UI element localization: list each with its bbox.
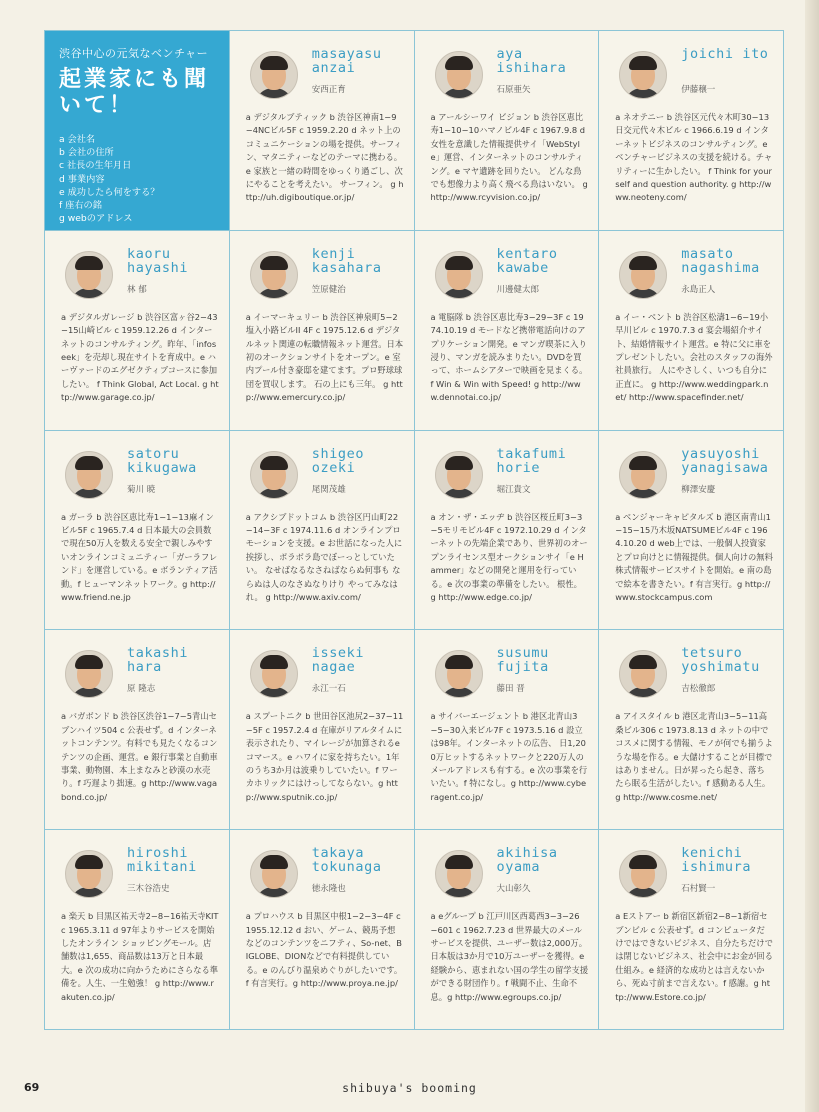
person-bio: a 電脳隊 b 渋谷区恵比寿3−29−3F c 1974.10.19 d モードなど携帯電話向けのアプリケーション開発。e マンガ喫茶に入り浸り、マンガを読みまりたい。DVDを買って、ホームシアターで映画を見まくる。f Win & Win with Speed! g http://www.dennotai.co.jp/ [430, 311, 588, 403]
person-bio: a イーマーキュリー b 渋谷区神泉町5−2塩入小路ビルII 4F c 1975.12.6 d デジタルネット関連の転職情報ネット運営。日本初のオークションサイトをオープン。e 室内プール付き豪邸を建てます。プロ野球球団を買収します。 石の上にも三年。 g http://www.emercury.co.jp/ [245, 311, 404, 403]
portrait-hair [445, 256, 473, 270]
person-name: kentaro kawabe [496, 245, 558, 276]
intro-panel [45, 31, 230, 231]
profile-card [415, 431, 600, 631]
person-kanji-name: 永江一石 [311, 684, 346, 695]
portrait-hair [629, 655, 657, 669]
portrait-hair [629, 56, 657, 70]
portrait-hair [445, 56, 473, 70]
portrait-photo [65, 451, 113, 499]
portrait-hair [445, 855, 473, 869]
portrait-photo [250, 850, 298, 898]
portrait-photo [65, 650, 113, 698]
legend-item: e 成功したら何をする？ [59, 186, 160, 198]
person-bio: a スプートニク b 世田谷区池尻2−37−11−5F c 1957.2.4 d 在庫がリアルタイムに表示されたり、マイレージが加算されるeコマース。e ハワイに家を持ちたい。1年のうち3か月は波乗りしていたい。f ワーカホリックにはけっしてならない。g http://www.sputnik.co.jp/ [245, 711, 404, 802]
portrait-hair [629, 456, 657, 470]
portrait-body [255, 687, 293, 698]
person-name: takashi hara [127, 645, 189, 676]
portrait-photo [65, 251, 113, 299]
portrait-photo [435, 251, 483, 299]
person-name: joichi ito [681, 46, 769, 62]
person-name: tetsuro yoshimatu [681, 645, 760, 676]
person-kanji-name: 大山彰久 [496, 884, 531, 895]
portrait-hair [629, 855, 657, 869]
profile-card [230, 630, 415, 830]
person-name: satoru kikugawa [127, 445, 197, 476]
portrait-hair [260, 456, 288, 470]
person-bio: a アクシブドットコム b 渋谷区円山町22−14−3F c 1974.11.6 d オンラインプロモーションを支援。e お世話になった人に挨拶し、ポラボラ島でぼーっとしていたい。 なせばなるなさねばならぬ何事も ならぬは人のなさぬなりけり やってみなはれ。 g http://www.axiv.com/ [245, 511, 403, 603]
person-bio: a デジタルガレージ b 渋谷区富ヶ谷2−43−15山崎ビル c 1959.12.26 d インターネットのコンサルティング。昨年、「infoseek」を売却し現在サイトを育成中。e ハーヴァードのエグゼクティブコースに参加したい。 f Think Global, Act Local. g http://www.garage.co.jp/ [61, 311, 219, 403]
portrait-hair [75, 456, 103, 470]
portrait-photo [619, 251, 667, 299]
portrait-photo [619, 850, 667, 898]
person-bio: a プロハウス b 目黒区中根1−2−3−4F c 1955.12.12 d おい、ゲーム、競馬予想などのコンテンツをニフティ、So-net、BIGLOBE、DIONなどで有料提供している。e のんびり温泉めぐりがしたいです。f 有言実行。g http://www.proya.ne.jp/ [245, 911, 403, 989]
profile-card [230, 231, 415, 431]
person-bio: a バガボンド b 渋谷区渋谷1−7−5青山セブンハイツ504 c 公表せず。d インターネットコンテンツ。有料でも見たくなるコンテンツの企画、運営。e 銀行事業と自動車事業、動物園、本上まなみと砂漠の水売り。f 巧遅より拙速。g http://www.vagabond.co.jp/ [61, 711, 218, 802]
portrait-photo [619, 650, 667, 698]
portrait-photo [250, 251, 298, 299]
portrait-hair [75, 256, 103, 270]
person-bio: a アイスタイル b 港区北青山3−5−11高桑ビル306 c 1973.8.13 d ネットの中でコスメに関する情報、モノが何でも揃うような場を作る。e 大儲けすることが目標ではありません。日が昇ったら起き、落ちたら眠る生活がしたい。f 感動ある人生。g http://www.cosme.net/ [615, 711, 773, 802]
person-kanji-name: 吉松徹郎 [681, 684, 716, 695]
legend-item: a 会社名 [59, 134, 96, 145]
person-kanji-name: 三木谷浩史 [127, 884, 170, 895]
profile-card [415, 31, 600, 231]
profile-card [45, 630, 230, 830]
person-bio: a eグループ b 江戸川区西葛西3−3−26−601 c 1962.7.23 d 世界最大のメールサービスを提供、ユーザー数は2,000万。日本版は3か月で10万ユーザーを獲得。e 経験から、恵まれない国の学生の留学支援ができる財団作り。f 戦闘不止、生命不息。g http://www.egroups.co.jp/ [430, 911, 589, 1002]
person-name: masato nagashima [681, 245, 760, 276]
profile-card [230, 31, 415, 231]
portrait-photo [435, 451, 483, 499]
portrait-body [70, 687, 108, 698]
person-kanji-name: 永島正人 [681, 284, 716, 295]
person-name: hiroshi mikitani [127, 845, 197, 876]
portrait-photo [250, 650, 298, 698]
profile-card [230, 431, 415, 631]
person-name: aya ishihara [496, 46, 567, 76]
page-footer-title: shibuya's booming [342, 1081, 477, 1095]
profile-card [415, 231, 600, 431]
portrait-photo [435, 850, 483, 898]
portrait-photo [619, 51, 667, 99]
portrait-photo [250, 451, 298, 499]
person-name: takaya tokunaga [311, 845, 382, 876]
portrait-hair [260, 56, 288, 70]
person-kanji-name: 藤田 晋 [496, 684, 525, 695]
profile-card [230, 830, 415, 1030]
profile-card [599, 630, 784, 830]
profile-card [415, 630, 600, 830]
person-kanji-name: 尾関茂雄 [311, 484, 346, 495]
person-kanji-name: 原 隆志 [127, 684, 156, 695]
person-bio: a 楽天 b 目黒区祐天寺2−8−16祐天寺KIT c 1965.3.11 d 97年よりサービスを開始したオンライン ショッピングモール。店舗数は1,655、商品数は13万と日本最大。e 次の成功に向かうためにさらなる準備を。人生、一生勉強！ g http://www.rakuten.co.jp/ [61, 911, 219, 1002]
portrait-hair [629, 256, 657, 270]
portrait-hair [260, 855, 288, 869]
person-name: susumu fujita [496, 645, 549, 676]
person-kanji-name: 石村賢一 [681, 884, 716, 895]
person-bio: a Eストアー b 新宿区新宿2−8−1新宿セブンビル c 公表せず。d コンピュータだけではできないビジネス、自分たちだけでは閉じないビジネス、社会中にお金が回る仕組み。e 経済的な成功とは言えないから、死ぬ寸前まで言えない。f 感謝。g http://www.Estore.co.jp/ [615, 911, 773, 1002]
person-name: shigeo ozeki [311, 445, 365, 476]
person-name: kenji kasahara [311, 245, 382, 276]
person-name: takafumi horie [496, 445, 567, 476]
person-name: kaoru hayashi [127, 245, 189, 276]
person-kanji-name: 堀江貴文 [496, 484, 531, 495]
portrait-hair [445, 456, 473, 470]
portrait-hair [260, 256, 288, 270]
profile-card [599, 31, 784, 231]
person-bio: a ネオテニー b 渋谷区元代々木町30−13日交元代々木ビル c 1966.6.19 d インターネットビジネスのコンサルティング。e ベンチャービジネスの支援を続ける。チャリティーに生かしたい。 f Think for yourself and question authority. g http://www.neoteny.com/ [615, 112, 773, 203]
portrait-photo [435, 650, 483, 698]
profile-card [599, 231, 784, 431]
person-bio: a サイバーエージェント b 港区北青山3−5−30入来ビル7F c 1973.5.16 d 設立は98年。インターネットの広告、 日1,200万ヒットするネットワークと220万人のメールアドレスも有する。e 次の事業を行いたい。f 特になし。g http://www.cyberagent.co.jp/ [430, 711, 588, 802]
person-kanji-name: 笠原健治 [311, 284, 346, 295]
person-name: kenichi ishimura [681, 845, 752, 876]
person-kanji-name: 石原亜矢 [496, 85, 531, 95]
person-bio: a アールシーワイ ビジョン b 渋谷区恵比寿1−10−10ハマノビル4F c 1967.9.8 d 女性を意識した情報提供サイ「WebStyle」運営、インターネットのコンサルティング。e マヤ遺跡を回りたい。 どんな鳥でも想像力より高く飛べる鳥はいない。 g http://www.rcyvision.co.jp/ [430, 112, 588, 203]
portrait-hair [260, 655, 288, 669]
portrait-body [624, 687, 662, 698]
portrait-hair [445, 655, 473, 669]
person-kanji-name: 川邊健太郎 [496, 284, 540, 295]
portrait-photo [435, 51, 483, 99]
legend-item: d 事業内容 [59, 173, 105, 185]
binding-shadow [805, 0, 819, 1112]
person-kanji-name: 徳永隆也 [311, 884, 346, 895]
legend-item: c 社長の生年月日 [59, 160, 132, 172]
person-bio: a デジタルブティック b 渋谷区神南1−9−4NCビル5F c 1959.2.20 d ネット上のコミュニケーションの場を提供。サーフィン、マタニティーなどのテーマに携わる。e 家族と一緒の時間をゆっくり過ごし、次にやることを考えたい。 サーフィン。 g http://uh.digiboutique.or.jp/ [245, 112, 404, 203]
portrait-hair [75, 855, 103, 869]
person-kanji-name: 菊川 暁 [127, 484, 156, 495]
person-name: isseki nagae [311, 645, 365, 676]
profile-card [45, 231, 230, 431]
person-name: yasuyoshi yanagisawa [681, 445, 769, 476]
person-kanji-name: 伊藤穣一 [681, 85, 716, 95]
portrait-photo [65, 850, 113, 898]
portrait-hair [75, 655, 103, 669]
portrait-photo [619, 451, 667, 499]
person-bio: a ガーラ b 渋谷区恵比寿1−1−13麻インビル5F c 1965.7.4 d 日本最大の会員数で現在50万人を数える安全で親しみやすいオンラインコミュニティー「ガーラフレンド」を運営している。e ボランティア活動。f ヒューマンネットワーク。g http://www.friend.ne.jp [61, 511, 218, 603]
person-name: akihisa oyama [496, 845, 558, 876]
legend-item: g webのアドレス [59, 213, 133, 225]
profile-card [415, 830, 600, 1030]
person-bio: a オン・ザ・エッヂ b 渋谷区桜丘町3−3−5モリモビル4F c 1972.10.29 d インターネットの先端企業であり、世界初のオープンライセンス型オークションサイ「e Hammer」などの開発と運用を行っている。e 次の事業の準備をしたい。 根性。 g http://www.edge.co.jp/ [430, 511, 588, 603]
profile-card [599, 830, 784, 1030]
person-kanji-name: 柳澤安慶 [681, 484, 716, 495]
intro-headline: 起業家にも聞いて！ [59, 67, 210, 118]
person-bio: a ベンジャーキャピタルズ b 港区南青山1−15−15乃木坂NATSUMEビル4F c 1964.10.20 d web上では、一般個人投資家とプロ向けとに情報提供。個人向けの無料株式情報サービスサイトを開始。e 南の島で絵本を書きたい。f 有言実行。g http://www.stockcampus.com [615, 511, 773, 603]
profile-card [599, 431, 784, 631]
profile-card [45, 431, 230, 631]
person-bio: a イー・ベント b 渋谷区松濤1−6−19小早川ビル c 1970.7.3 d 宴会場紹介サイト、結婚情報サイト運営。e 特に父に車をプレゼントしたい。会社のスタッフの海外社員旅行。 人にやさしく、いつも自分に正直に。 g http://www.weddingpark.net/ http://www.spacefinder.net/ [615, 311, 773, 403]
portrait-body [440, 687, 478, 698]
person-name: masayasu anzai [311, 46, 382, 76]
legend-item: f 座右の銘 [59, 200, 102, 212]
portrait-photo [250, 51, 298, 99]
profile-card [45, 830, 230, 1030]
entrepreneur-grid [44, 30, 784, 1030]
page-number: 69 [24, 1081, 40, 1094]
person-kanji-name: 林 郁 [127, 284, 147, 295]
intro-subtitle: 渋谷中心の元気なベンチャー [59, 47, 209, 60]
legend-list [59, 133, 219, 225]
person-kanji-name: 安西正育 [311, 85, 346, 95]
legend-item: b 会社の住所 [59, 147, 114, 159]
